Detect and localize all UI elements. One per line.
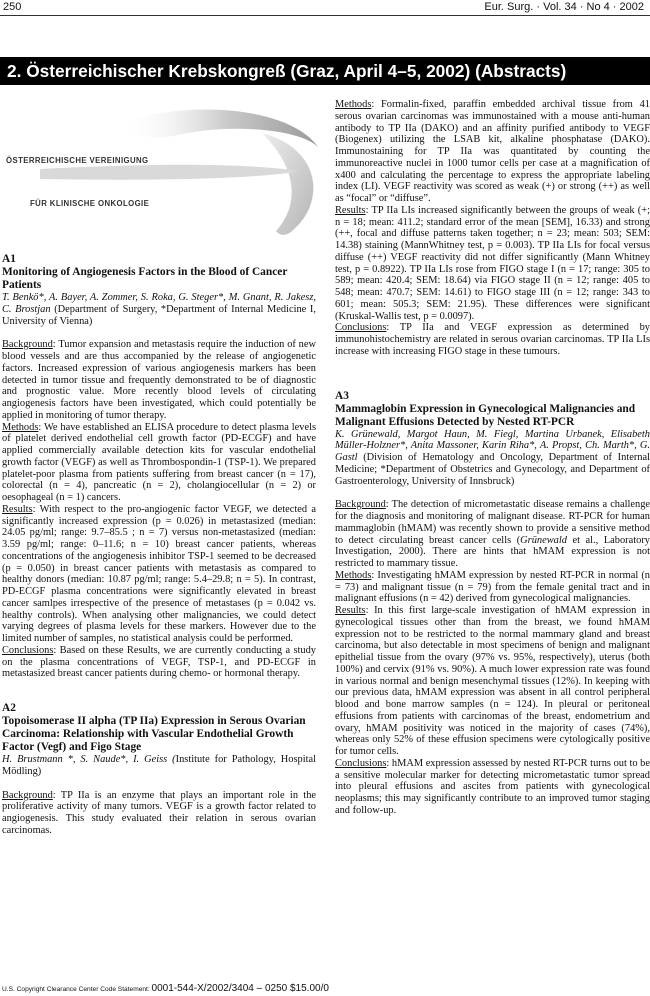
logo-text-line1: ÖSTERREICHISCHE VEREINIGUNG [6, 156, 149, 165]
copyright-footer [2, 983, 329, 994]
left-column [2, 253, 316, 837]
abstract-a2-continued [335, 99, 650, 358]
running-header [0, 0, 650, 18]
abstract-id: A2 [2, 702, 16, 714]
section-banner [0, 57, 650, 85]
page-number: 250 [3, 1, 22, 13]
abstract-authors: H. Brustmann *, S. Naude*, I. Geiss (Institute for Pathology, Hospital Mödling) [2, 754, 316, 777]
abstract-title: Mammaglobin Expression in Gynecological Malignancies and Malignant Effusions Detected by Nested RT-PCR [335, 402, 636, 428]
logo-text-line2: FÜR KLINISCHE ONKOLOGIE [30, 199, 150, 208]
abstract-a3 [335, 390, 650, 817]
abstract-conclusions: Conclusions: hMAM expression assessed by nested RT-PCR turns out to be a sensitive molecular marker for detecting micrometastatic tumor spread into pleural effusions and ascites from patients with gynecological neoplasms; this may significantly contribute to an improved tumor staging and follow-up. [335, 757, 650, 816]
abstract-authors: T. Benkö*, A. Bayer, A. Zommer, S. Roka, G. Steger*, M. Gnant, R. Jakesz, C. Brostjan (Department of Surgery, *Department of Internal Medicine I, University of Vienna) [2, 292, 316, 327]
header-rule [0, 15, 650, 16]
abstract-title: Topoisomerase II alpha (TP IIa) Expression in Serous Ovarian Carcinoma: Relationship with Vascular Endothelial Growth Factor (Vegf) and Figo Stage [2, 715, 306, 753]
journal-citation: Eur. Surg. · Vol. 34 · No 4 · 2002 [484, 1, 644, 13]
abstract-title: Monitoring of Angiogenesis Factors in the Blood of Cancer Patients [2, 266, 288, 291]
abstract-results: Results: With respect to the pro-angiogenic factor VEGF, we detected a significantly increased expression (p = 0.026) in metastasized (median: 24.05 pg/ml; range: 9.7–85.5 ; n = 7) versus non-metastasized (median: 3.59 pg/ml; range: 0–11.6; n = 10) breast cancer patients, whereas concentrations of the angiogenesis inhibitor TSP-1 seemed to be decreased (p = 0.050) in breast cancer patients with metastasis as compared to healthy donors (median: 10.87 pg/ml; range: 5.4–29.8; n = 5). In contrast, PD-ECGF plasma concentrations were significantly elevated in breast cancer samlpes irrespective of the presence of metastases (p = 0.042 vs. healthy controls). When analysing other malignancies, we could detect varying degrees of plasma levels for these markers. However due to the limited number of samples, no statistical analysis could be performed. [2, 503, 316, 644]
abstract-methods: Methods: Investigating hMAM expression by nested RT-PCR in normal (n = 73) and malignant tissue (n = 79) from the female genital tract and in malignant effusions (n = 42) derived from gynecological malignancies. [335, 569, 650, 605]
abstract-results: Results: In this first large-scale investigation of hMAM expression in gynecological tissues other than from the breast, we found hMAM expression not to be restricted to the normal mammary gland and breast carcinoma, but also detectable in most specimens of benign and malignant epithelial tissue from the ovary (97% vs. 95%, respectively), uterus (both 100%) and cervix (91% vs. 90%). A much lower expression rate was found in various normal and benign mesenchymal tissues (12%). In keeping with our previous data, hMAM expression was absent in all control peripheral blood and bone marrow samples (n = 124). In pleural or peritoneal effusions from patients with carcinomas of the breast, endometrium and ovary, hMAM positivity was noticed in the majority of cases (74%), whereas only 52% of these effusion specimens were cytologically positive for tumor cells. [335, 605, 650, 757]
abstract-conclusions: Conclusions: Based on these Results, we are currently conducting a study on the plasma concentrations of VEGF, TSP-1, and PD-ECGF in metastasized breast cancer patients during chemo- or hormonal therapy. [2, 644, 316, 680]
abstract-methods: Methods: We have established an ELISA procedure to detect plasma levels of platelet derived endothelial cell growth factor (PD-ECGF) and have applied commercially available detection kits for vascular endothelial growth factor (VEGF) as well as Thrombospondin-1 (TSP-1). We prepared platelet-poor plasma from patients suffering from breast cancer (n = 17), colorectal (n = 4), pancreatic (n = 2), cholangiocellular (n = 2) or oesophageal (n = 1) cancers. [2, 421, 316, 503]
abstract-a2 [2, 702, 316, 837]
abstract-conclusions: Conclusions: TP IIa and VEGF expression as determined by immunohistochemistry are related in serous ovarian carcinomas. TP IIa LIs increase with increasing FIGO stage in these tumours. [335, 322, 650, 357]
banner-title: 2. Österreichischer Krebskongreß (Graz, April 4–5, 2002) (Abstracts) [7, 61, 567, 81]
abstract-methods: Methods: Formalin-fixed, paraffin embedded archival tissue from 41 serous ovarian carcinomas was immunostained with a mouse anti-human antibody to TP IIa (DAKO) and an affinity purified antibody to VEGF (Biogenex) utilizing the LSAB kit, alkaline phosphatase (DAKO). Immunostaining for TP IIa was quantitated by counting the immunoreactive nuclei in 1000 tumor cells per case at a magnification of x400 and calculating the percentage to express the appropriate labeling index (LI). VEGF reactivity was scored as weak (+) or strong (++) as well as “focal” or “diffuse”. [335, 99, 650, 204]
abstract-background: Background: TP IIa is an enzyme that plays an important role in the proliferative activity of many tumors. VEGF is a growth factor related to angiogenesis. This study evaluated their relation in serous ovarian carcinomas. [2, 789, 316, 836]
abstract-id: A1 [2, 253, 16, 265]
abstract-background: Background: Tumor expansion and metastasis require the induction of new blood vessels and are thus accompanied by the release of angiogenetic factors. Increased expression of various angiogenesis markers has been detected in tumor tissue and frequently demonstrated to be of diagnostic and prognostic value. More recently blood levels of circulating angiogenesis factors have been investigated, which could potentially be applied in monitoring of tumor therapy. [2, 339, 316, 421]
right-column [335, 99, 650, 817]
copyright-notice: U.S. Copyright Clearance Center Code Statement: [2, 986, 152, 993]
logo-swoosh-graphic [0, 105, 330, 245]
copyright-code: 0001-544-X/2002/3404 – 0250 $15.00/0 [151, 983, 329, 994]
abstract-results: Results: TP IIa LIs increased significantly between the groups of weak (+; n = 18; mean: 411.2; standard error of the mean [SEM], 16.33) and strong (++, focal and diffuse patterns taken together; n = 23; mean: 503; SEM: 14.38) staining (MannWhitney test, p = 0.003). TP IIa LIs for focal versus diffuse (++) VEGF reactivity did not differ significantly (Mann Whitney test, p = 0.8922). TP IIa LIs rose from FIGO stage I (n = 17; range: 305 to 589; mean: 420.4; SEM: 18.64) via FIGO stage II (n = 12; range: 405 to 548; mean: 470.7; SEM: 14.61) to FIGO stage III (n = 12; range: 343 to 601; mean: 505.3; SEM: 21.95). These differences were significant (Kruskal-Wallis test, p = 0.0097). [335, 204, 650, 322]
abstract-authors: K. Grünewald, Margot Haun, M. Fiegl, Martina Urbanek, Elisabeth Müller-Holzner*, Anita Massoner, Karin Riha*, A. Propst, Ch. Marth*, G. Gastl (Division of Hematology and Oncology, Department of Internal Medicine; *Department of Obstetrics and Gynecology, and Department of Gastroenterology, University of Innsbruck) [335, 428, 650, 487]
abstract-a1 [2, 253, 316, 680]
abstract-background: Background: The detection of micrometastatic disease remains a challenge for the diagnosis and monitoring of malignant disease. RT-PCR for human mammaglobin (hMAM) was recently shown to provide a sensitive method to detect circulating breast cancer cells (Grünewald et al., Laboratory Investigation, 2000). There are hints that hMAM expression is not restricted to mammary tissue. [335, 499, 650, 569]
society-logo [0, 105, 330, 245]
abstract-id: A3 [335, 389, 349, 402]
